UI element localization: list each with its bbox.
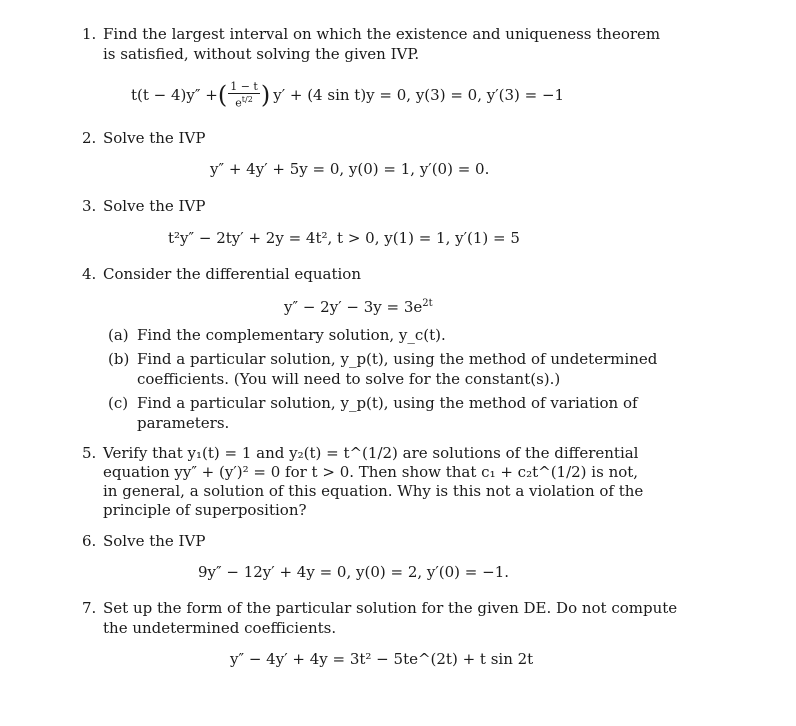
problem-4c-text-line-1: Find a particular solution, y_p(t), using the method of variation of [137,394,638,412]
problem-2-number: 2. [82,129,97,147]
problem-5-text-line-1: Verify that y₁(t) = 1 and y₂(t) = t^(1/2) are solutions of the differential [103,444,639,462]
problem-4b-text-line-1: Find a particular solution, y_p(t), using the method of undetermined [137,350,658,368]
problem-3-number: 3. [82,197,97,215]
fraction-denominator-base: e [235,96,242,110]
problem-4a-label: (a) [108,326,129,344]
fraction-numerator: 1 − t [230,79,258,93]
problem-4-equation-exponent: 2t [422,298,433,309]
problem-4c-label: (c) [108,394,129,412]
problem-1-equation-after: y′ + (4 sin t)y = 0, y(3) = 0, y′(3) = −1 [273,86,565,104]
problem-4b-text-line-2: coefficients. (You will need to solve for the constant(s).) [137,370,561,388]
problem-5-text-line-4: principle of superposition? [103,501,307,519]
problem-5-number: 5. [82,444,97,462]
problem-1-fraction [228,81,260,110]
problem-1-equation-before: t(t − 4)y″ + [131,86,218,104]
problem-7-text-line-1: Set up the form of the particular solution for the given DE. Do not compute [103,599,678,617]
problem-6-text: Solve the IVP [103,532,206,550]
problem-6-equation: 9y″ − 12y′ + 4y = 0, y(0) = 2, y′(0) = −1. [198,563,510,581]
problem-7-equation: y″ − 4y′ + 4y = 3t² − 5te^(2t) + t sin 2t [230,650,534,668]
problem-3-text: Solve the IVP [103,197,206,215]
problem-1-text-line-1: Find the largest interval on which the existence and uniqueness theorem [103,25,661,43]
problem-4-equation-body: y″ − 2y′ − 3y = 3e [284,298,423,316]
problem-4b-label: (b) [108,350,130,368]
problem-7-number: 7. [82,599,97,617]
problem-7-text-line-2: the undetermined coefficients. [103,619,337,637]
problem-4-number: 4. [82,265,97,283]
problem-4c-text-line-2: parameters. [137,414,230,432]
fraction-denominator-exponent: t/2 [241,94,253,104]
problem-5-text-line-2: equation yy″ + (y′)² = 0 for t > 0. Then show that c₁ + c₂t^(1/2) is not, [103,463,639,481]
problem-2-equation: y″ + 4y′ + 5y = 0, y(0) = 1, y′(0) = 0. [210,160,490,178]
fraction-denominator [228,94,260,110]
problem-4a-text: Find the complementary solution, y_c(t). [137,326,446,344]
problem-4-equation [284,294,433,317]
right-paren: ) [260,80,271,109]
problem-1-equation [131,78,564,112]
problem-6-number: 6. [82,532,97,550]
problem-5-text-line-3: in general, a solution of this equation. Why is this not a violation of the [103,482,644,500]
problem-1-text-line-2: is satisfied, without solving the given IVP. [103,45,420,63]
problem-4-text: Consider the differential equation [103,265,361,283]
problem-3-equation: t²y″ − 2ty′ + 2y = 4t², t > 0, y(1) = 1, y′(1) = 5 [168,229,520,247]
problem-2-text: Solve the IVP [103,129,206,147]
problem-1-number: 1. [82,25,97,43]
left-paren: ( [217,80,228,109]
